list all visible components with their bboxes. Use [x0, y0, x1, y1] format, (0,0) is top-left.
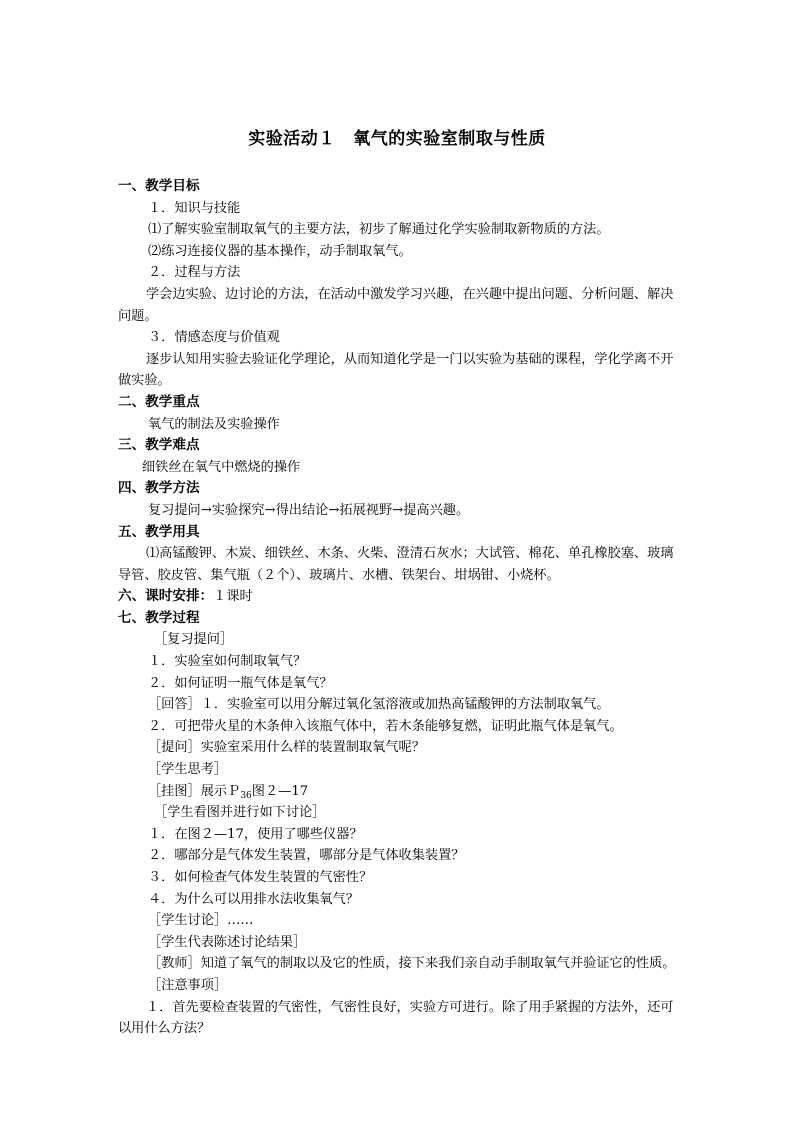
section-heading-methods: 四、教学方法 — [118, 480, 200, 497]
subheading-knowledge: １．知识与技能 — [148, 200, 241, 216]
process-line: ［教师］知道了氧气的制取以及它的性质，接下来我们亲自动手制取氧气并验证它的性质。 — [148, 956, 676, 972]
paragraph: 逐步认知用实验去验证化学理论，从而知道化学是一门以实验为基础的课程，学化学离不开做实验。 — [118, 351, 674, 389]
section-heading-materials: 五、教学用具 — [118, 523, 200, 540]
paragraph: 学会边实验、边讨论的方法，在活动中激发学习兴趣，在兴趣中提出问题、分析问题、解决问题。 — [118, 286, 674, 324]
process-line: ［回答］１．实验室可以用分解过氧化氢溶液或加热高锰酸钾的方法制取氧气。 — [148, 697, 610, 713]
process-line: ［学生看图并进行如下讨论］ — [154, 805, 326, 821]
section-heading-key-points: 二、教学重点 — [118, 393, 200, 410]
subheading-process: ２．过程与方法 — [148, 265, 241, 281]
process-line: ２．如何证明一瓶气体是氧气？ — [148, 675, 333, 691]
process-line: ［学生讨论］…… — [148, 913, 254, 929]
class-hours-value: １课时 — [213, 589, 253, 605]
page-title: 实验活动１ 氧气的实验室制取与性质 — [248, 129, 546, 149]
process-line: ［学生代表陈述讨论结果］ — [148, 934, 307, 950]
paragraph: ⑴了解实验室制取氧气的主要方法，初步了解通过化学实验制取新物质的方法。 — [148, 222, 610, 238]
paragraph: １．首先要检查装置的气密性，气密性良好，实验方可进行。除了用手紧握的方法外，还可以用什么方法？ — [118, 999, 674, 1037]
section-heading-difficulties: 三、教学难点 — [118, 437, 200, 454]
process-line: ［学生思考］ — [148, 762, 228, 778]
paragraph: 复习提问→实验探究→得出结论→拓展视野→提高兴趣。 — [148, 502, 470, 518]
paragraph: ⑵练习连接仪器的基本操作，动手制取氧气。 — [148, 243, 412, 259]
section-heading-objectives: 一、教学目标 — [118, 178, 200, 194]
section-class-hours — [118, 586, 683, 608]
process-line: １．实验室如何制取氧气？ — [148, 654, 307, 670]
process-line: ［注意事项］ — [148, 977, 228, 993]
figure-reference-line — [118, 781, 683, 803]
page-number-subscript: 36 — [240, 790, 252, 801]
subheading-attitude: ３．情感态度与价值观 — [148, 330, 280, 346]
paragraph: 氧气的制法及实验操作 — [148, 416, 280, 432]
section-heading-class-hours: 六、课时安排： — [118, 588, 214, 605]
process-line: ２．可把带火星的木条伸入该瓶气体中，若木条能够复燃，证明此瓶气体是氧气。 — [148, 718, 623, 734]
process-line: ［提问］实验室采用什么样的装置制取氧气呢？ — [148, 740, 425, 756]
process-line: ［复习提问］ — [154, 632, 234, 648]
process-line: ３．如何检查气体发生装置的气密性？ — [148, 870, 373, 885]
figure-suffix: 图２—17 — [251, 783, 309, 799]
document-body — [118, 176, 683, 1040]
paragraph: 细铁丝在氧气中燃烧的操作 — [142, 459, 301, 475]
section-heading-process: 七、教学过程 — [118, 609, 200, 626]
paragraph: ⑴高锰酸钾、木炭、细铁丝、木条、火柴、澄清石灰水；大试管、棉花、单孔橡胶塞、玻璃导管、胶皮管、集气瓶（２个）、玻璃片、水槽、铁架台、坩埚钳、小烧杯。 — [118, 546, 674, 583]
process-line: ４．为什么可以用排水法收集氧气？ — [148, 891, 359, 907]
process-line: ２．哪部分是气体发生装置，哪部分是气体收集装置？ — [148, 848, 465, 864]
figure-prefix: ［挂图］展示Ｐ — [148, 783, 241, 799]
process-line: １．在图２—17，使用了哪些仪器？ — [148, 826, 363, 842]
